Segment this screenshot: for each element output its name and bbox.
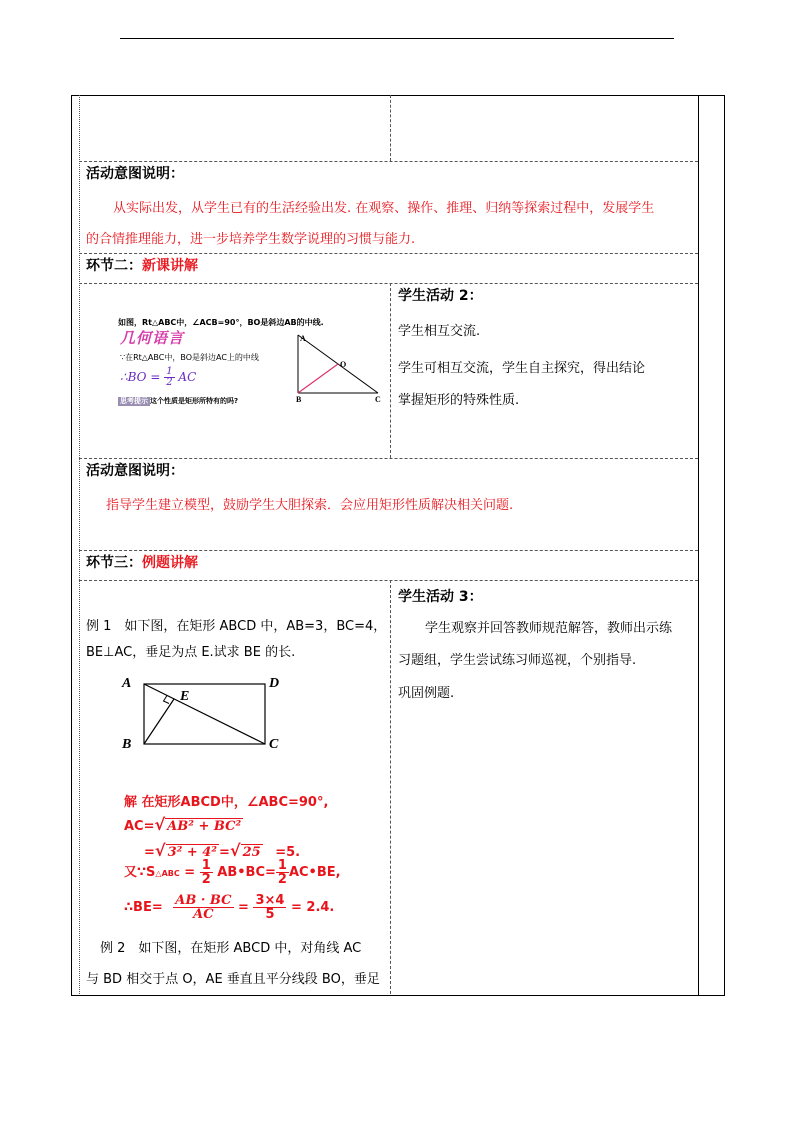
vertex-label: D <box>269 676 280 691</box>
solution-eq: = <box>219 845 230 860</box>
row-divider <box>79 550 698 551</box>
solution-area-end: AC•BE, <box>288 865 341 880</box>
intent-title-2: 活动意图说明： <box>86 463 184 479</box>
vertex-label: O <box>340 360 347 369</box>
solution-eq: = <box>238 900 249 915</box>
section-heading-prefix: 环节三： <box>86 555 142 571</box>
solution-area-sub: △ABC <box>155 869 180 878</box>
intent-text-2: 指导学生建立模型，鼓励学生大胆探索．会应用矩形性质解决相关问题. <box>106 498 514 513</box>
vertex-label: A <box>300 334 306 343</box>
solution-line-4 <box>124 858 341 889</box>
solution-line-2: AC=√ AB² + BC² <box>124 815 242 834</box>
solution-frac-num: 3×4 <box>255 893 285 908</box>
formula-rhs: AC <box>178 370 197 384</box>
row-divider <box>79 458 698 459</box>
rectangle-abcd-figure <box>116 670 292 756</box>
solution-radicand: AB² + BC² <box>167 819 242 834</box>
vertex-label: B <box>122 737 132 752</box>
solution-eq: = <box>179 865 196 880</box>
section-heading-title: 例题讲解 <box>142 555 198 571</box>
formula-frac-num: 1 <box>166 366 173 377</box>
row-divider <box>79 580 698 581</box>
column-divider <box>390 580 391 994</box>
solution-frac-num: AB · BC <box>175 893 232 908</box>
solution-line-5 <box>124 893 334 923</box>
solution-frac-num: 1 <box>201 858 211 873</box>
solution-frac-den: 2 <box>201 872 211 887</box>
example-2-line: 与 BD 相交于点 O，AE 垂直且平分线段 BO，垂足 <box>86 972 380 987</box>
row-divider <box>79 253 698 254</box>
solution-ac-lhs: AC= <box>124 819 155 834</box>
activity-2-line: 掌握矩形的特殊性质. <box>398 393 520 408</box>
row-divider <box>79 161 698 162</box>
intent-title-1: 活动意图说明： <box>86 166 184 182</box>
table-right-margin-line <box>698 95 699 996</box>
example-1-line: BE⊥AC，垂足为点 E.试求 BE 的长. <box>86 645 296 660</box>
section-heading-title: 新课讲解 <box>142 258 198 274</box>
section-heading-prefix: 环节二： <box>86 258 142 274</box>
vertex-label: A <box>122 676 132 691</box>
activity-title-3: 学生活动 3： <box>398 589 483 605</box>
solution-frac-num: 1 <box>277 858 287 873</box>
column-divider <box>390 95 391 161</box>
solution-result: = 2.4. <box>290 900 335 915</box>
solution-be-prefix: ∴BE= <box>124 900 163 915</box>
solution-frac-den: 5 <box>265 907 275 922</box>
vertex-label: E <box>180 689 190 704</box>
figure-median-formula <box>120 367 196 388</box>
solution-radicand: 3² + 4² <box>167 845 218 860</box>
right-triangle-figure <box>288 330 388 412</box>
vertex-label: B <box>296 395 302 404</box>
example-1-line: 例 1 如下图，在矩形 ABCD 中，AB=3，BC=4， <box>86 619 387 634</box>
solution-area-prefix: 又∵S <box>124 865 156 880</box>
column-divider <box>390 283 391 458</box>
activity-3-line: 巩固例题. <box>398 686 455 701</box>
solution-frac-den: AC <box>193 907 214 922</box>
geometry-language-logo: 几何语言 <box>120 329 185 347</box>
vertex-label: C <box>269 737 279 752</box>
solution-line-3: =√ 3² + 4² =√ 25 =5. <box>144 841 301 860</box>
section-heading-3 <box>86 556 198 571</box>
solution-line-1: 解 在矩形ABCD中，∠ABC=90°, <box>124 795 329 810</box>
activity-3-line: 习题组，学生尝试练习师巡视，个别指导. <box>398 653 637 668</box>
solution-radicand: 25 <box>242 845 261 860</box>
intent-text-1a: 从实际出发，从学生已有的生活经验出发. 在观察、操作、推理、归纳等探索过程中，发展学生 <box>113 201 655 216</box>
row-divider <box>79 283 698 284</box>
solution-eq: = <box>144 845 155 860</box>
solution-result: =5. <box>275 845 301 860</box>
section-heading-2 <box>86 259 198 274</box>
formula-frac-den: 2 <box>166 377 173 388</box>
vertex-label: C <box>375 395 381 404</box>
figure-intro-text: 如图，Rt△ABC中，∠ACB=90°，BO是斜边AB的中线. <box>118 318 324 327</box>
intent-text-1b: 的合情推理能力，进一步培养学生数学说理的习惯与能力. <box>86 232 416 247</box>
figure-because-text: ∵在Rt△ABC中，BO是斜边AC上的中线 <box>120 353 259 362</box>
hint-tag: 思考提示 <box>120 397 148 405</box>
activity-title-2: 学生活动 2： <box>398 288 483 304</box>
solution-area-mid: AB•BC= <box>217 865 276 880</box>
table-left-margin-line <box>79 95 80 994</box>
activity-2-line: 学生相互交流. <box>398 324 481 339</box>
hint-question: 这个性质是矩形所特有的吗? <box>150 397 239 405</box>
page-header-rule <box>120 38 674 39</box>
activity-3-line: 学生观察并回答教师规范解答，教师出示练 <box>425 621 673 636</box>
solution-frac-den: 2 <box>277 872 287 887</box>
activity-2-line: 学生可相互交流，学生自主探究，得出结论 <box>398 361 646 376</box>
formula-lhs: ∴BO = <box>120 370 161 384</box>
example-2-line: 例 2 如下图，在矩形 ABCD 中，对角线 AC <box>100 941 362 956</box>
